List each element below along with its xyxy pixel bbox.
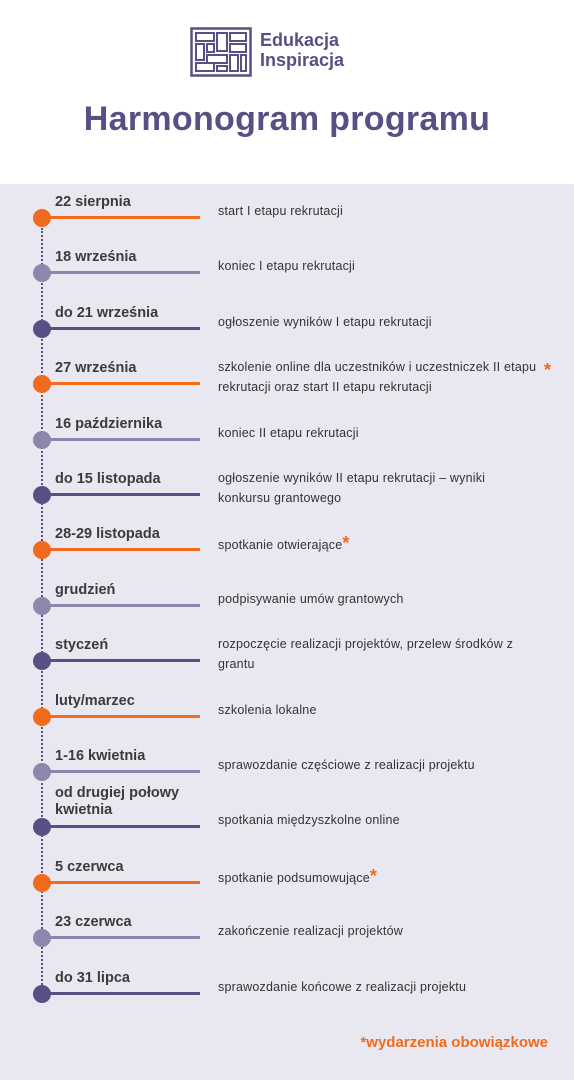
event-connector-line [42,770,200,773]
event-marker-dot [33,597,51,615]
event-date: 27 września [55,360,137,376]
event-description-wrap [218,755,538,775]
timeline-event [0,194,574,246]
mandatory-star: * [369,866,378,886]
event-date: grudzień [55,582,116,598]
event-description: spotkanie podsumowujące [218,871,370,885]
event-description: koniec I etapu rekrutacji [218,259,356,273]
brand-line-2: Inspiracja [260,50,345,70]
event-date: 5 czerwca [55,859,124,875]
event-marker-dot [33,264,51,282]
timeline-event [0,637,574,689]
event-connector-line [42,271,200,274]
mandatory-star: * [342,533,350,553]
event-connector-line [42,825,200,828]
event-description-wrap [218,423,538,443]
event-description-wrap [218,533,538,555]
event-connector-line [42,327,200,330]
event-description-wrap [218,921,538,941]
event-date: 22 sierpnia [55,194,131,210]
timeline-event [0,360,574,412]
event-date: 23 czerwca [55,914,132,930]
event-date: styczeń [55,637,109,653]
event-marker-dot [33,874,51,892]
timeline-event [0,582,574,634]
timeline-event [0,970,574,1022]
event-description-wrap [218,700,538,720]
event-connector-line [42,881,200,884]
event-description-wrap [218,357,538,397]
brand-line-1: Edukacja [260,30,340,50]
event-description-wrap [218,977,538,997]
brand-mark-icon [190,27,252,77]
event-description: zakończenie realizacji projektów [218,924,403,938]
timeline-event [0,785,574,855]
timeline-event [0,416,574,468]
event-connector-line [42,382,200,385]
event-marker-dot [33,929,51,947]
event-description: ogłoszenie wyników I etapu rekrutacji [218,315,432,329]
event-date: luty/marzec [55,693,135,709]
event-date: 28-29 listopada [55,526,160,542]
event-date: 18 września [55,249,137,265]
event-description: sprawozdanie częściowe z realizacji projektu [218,758,475,772]
timeline-event [0,526,574,578]
timeline-event [0,859,574,911]
timeline-event [0,249,574,301]
event-description-wrap [218,312,538,332]
event-date: do 21 września [55,305,159,321]
event-date: 1-16 kwietnia [55,748,146,764]
event-description-wrap [218,256,538,276]
event-description: rozpoczęcie realizacji projektów, przelew środków z grantu [218,637,514,671]
event-connector-line [42,548,200,551]
event-connector-line [42,992,200,995]
event-connector-line [42,659,200,662]
event-marker-dot [33,486,51,504]
event-date: 16 października [55,416,163,432]
event-marker-dot [33,985,51,1003]
event-description: start I etapu rekrutacji [218,204,343,218]
event-marker-dot [33,708,51,726]
event-description: spotkania międzyszkolne online [218,813,400,827]
event-connector-line [42,493,200,496]
event-marker-dot [33,375,51,393]
event-connector-line [42,438,200,441]
event-description-wrap [218,468,538,508]
event-description: ogłoszenie wyników II etapu rekrutacji – wyniki konkursu grantowego [218,471,486,505]
brand-name [260,30,344,70]
event-marker-dot [33,320,51,338]
event-marker-dot [33,209,51,227]
event-description-wrap [218,589,538,609]
event-connector-line [42,604,200,607]
event-description: koniec II etapu rekrutacji [218,426,359,440]
timeline-event [0,914,574,966]
page-title: Harmonogram programu [83,100,491,138]
event-description: spotkanie otwierające [218,538,343,552]
event-marker-dot [33,818,51,836]
event-marker-dot [33,541,51,559]
event-description-wrap [218,866,538,888]
event-date: do 31 lipca [55,970,130,986]
event-marker-dot [33,431,51,449]
footnote: *wydarzenia obowiązkowe [360,1034,548,1051]
timeline-event [0,305,574,357]
event-date: od drugiej połowy kwietnia [55,785,180,818]
header [0,0,574,184]
event-connector-line [42,715,200,718]
timeline-event [0,471,574,523]
event-connector-line [42,936,200,939]
event-connector-line [42,216,200,219]
mandatory-star: * [544,360,552,380]
event-description: szkolenia lokalne [218,703,317,717]
timeline-event [0,693,574,745]
event-date: do 15 listopada [55,471,161,487]
event-description: sprawozdanie końcowe z realizacji projektu [218,980,467,994]
event-description-wrap [218,810,538,830]
event-description-wrap [218,201,538,221]
brand-logo[interactable] [190,27,360,77]
event-marker-dot [33,763,51,781]
event-marker-dot [33,652,51,670]
event-description-wrap [218,634,538,674]
event-description: podpisywanie umów grantowych [218,592,404,606]
event-description: szkolenie online dla uczestników i uczestniczek II etapu rekrutacji oraz start II etapu rekrutacji [218,360,537,394]
